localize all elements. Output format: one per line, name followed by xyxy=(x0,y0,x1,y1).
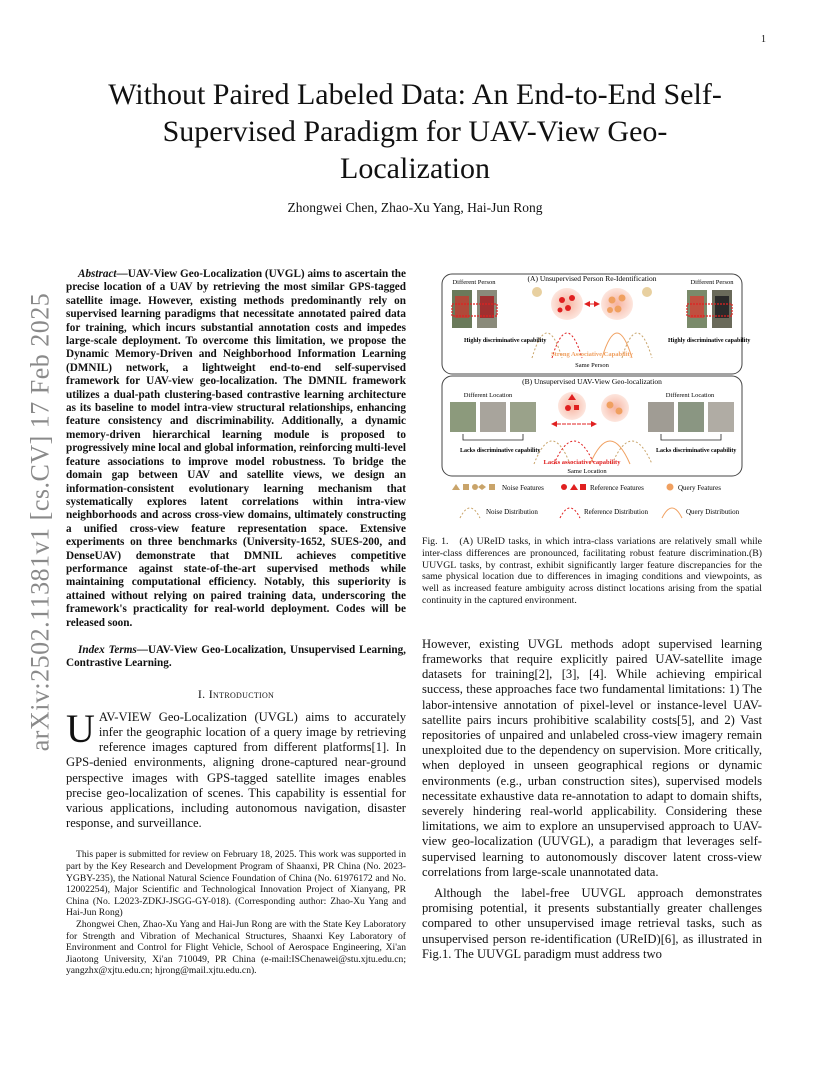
arxiv-id: arXiv:2502.11381v1 [cs.CV] 17 Feb 2025 xyxy=(25,292,54,752)
strong-associative: Strong Associative Capability xyxy=(551,351,633,358)
section-title: Introduction xyxy=(208,686,275,701)
satellite-photo xyxy=(708,402,734,432)
query-cluster xyxy=(601,288,633,320)
legend-noise-distribution: Noise Distribution xyxy=(486,508,538,516)
different-person-right: Different Person xyxy=(690,279,734,286)
section-number: I. xyxy=(197,686,206,701)
page-number: 1 xyxy=(761,34,766,45)
reference-feature-icon xyxy=(561,484,567,490)
panel-b-title: (B) Unsupervised UAV-View Geo-localization xyxy=(522,377,662,386)
satellite-photo xyxy=(678,402,704,432)
different-location-right: Different Location xyxy=(665,392,715,399)
query-distribution-icon xyxy=(662,508,682,518)
index-terms xyxy=(66,644,406,671)
figure-1 xyxy=(422,268,762,526)
legend-noise-features: Noise Features xyxy=(502,484,544,492)
intro-paragraph xyxy=(66,705,406,832)
caption-text: (A) UReID tasks, in which intra-class variations are relatively small while inter-class differences are pronounced, facilitating robust feature discrimination.(B) UUVGL tasks, by contrast, exhibit significantly larger feature discrepancies for the same physical location due to differences in imaging conditions and viewpoints, as well as increased feature ambiguity across distinct locations arising from the spatial continuity in the captured environment. xyxy=(422,536,762,606)
right-column xyxy=(422,268,762,962)
lacks-associative: Lacks associative capability xyxy=(543,459,621,466)
legend-query-distribution: Query Distribution xyxy=(686,508,740,516)
right-paragraph-1: However, existing UVGL methods adopt supervised learning frameworks that require explicitly paired UAV-satellite image datasets for training[2], [3], [4]. While achieving empirical success, these approaches face two fundamental limitations: 1) The labor-intensive annotation of pixel-level or instance-level UAV-satellite pairs incurs prohibitive scalability costs[5], and 2) Vast repositories of unpaired and unlabeled cross-view imagery remain unexploited due to the dependency on supervision. More critically, when deployed in unseen geographical regions or dynamic environments (e.g., urban construction sites), supervised models necessitate exhaustive data re-annotation to adapt to domain shifts, severely hindering real-world applicability. Considering these limitations, we aim to explore an unsupervised approach to UAV-view geo-localization (UUVGL), a paradigm that leverages self-supervised learning to autonomously discover latent cross-view correlations from large-scale unannotated data. xyxy=(422,636,762,879)
index-terms-label: Index Terms xyxy=(78,643,137,656)
left-column xyxy=(66,268,406,977)
caption-label: Fig. 1. xyxy=(422,536,449,547)
legend-reference-distribution: Reference Distribution xyxy=(584,508,648,516)
figure-1-graphic xyxy=(422,268,762,526)
reference-cluster xyxy=(551,288,583,320)
different-person-left: Different Person xyxy=(452,279,496,286)
intro-text: AV-VIEW Geo-Localization (UVGL) aims to accurately infer the geographic location of a query image by retrieving reference images captured from different platforms[1]. In GPS-denied environments, aligning drone-captured near-ground perspective images with GPS-tagged satellite images enables precise geo-localization of scenes. This capability is essential for various applications, including autonomous navigation, disaster response, and surveillance. xyxy=(66,709,406,831)
lacks-discriminative-right: Lacks discriminative capability xyxy=(656,448,737,454)
panel-a-title: (A) Unsupervised Person Re-Identification xyxy=(527,274,657,283)
figure-caption xyxy=(422,536,762,607)
satellite-photo xyxy=(648,402,674,432)
authors: Zhongwei Chen, Zhao-Xu Yang, Hai-Jun Rong xyxy=(287,200,543,215)
noise-feature-icon xyxy=(452,484,460,490)
index-terms-text: —UAV-View Geo-Localization, Unsupervised Learning, Contrastive Learning. xyxy=(66,643,406,670)
same-person: Same Person xyxy=(575,362,609,369)
satellite-photo xyxy=(450,402,476,432)
lacks-discriminative-left: Lacks discriminative capability xyxy=(460,448,541,454)
query-cluster xyxy=(601,394,629,422)
right-paragraph-2: Although the label-free UUVGL approach demonstrates promising potential, it presents substantially greater challenges compared to other unsupervised image retrieval tasks, such as unsupervised person re-identification (UReID)[6], as illustrated in Fig.1. The UUVGL paradigm must address two xyxy=(422,886,762,961)
arxiv-watermark xyxy=(20,287,60,757)
legend-query-features: Query Features xyxy=(678,484,721,492)
satellite-photo xyxy=(480,402,506,432)
satellite-photo xyxy=(510,402,536,432)
footnote-funding: This paper is submitted for review on February 18, 2025. This work was supported in part by the Key Research and Development Program of Shaanxi, PR China (No. 2023-YGBY-235), the National Natural Science Foundation of China (No. 61976172 and No. 12002254), Major Scientific and Technological Innovation Project of Xianyang, PR China (No. L2023-ZDKJ-JSGG-GY-018). (Corresponding author: Zhao-Xu Yang and Hai-Jun Rong) xyxy=(66,849,406,919)
abstract-text: —UAV-View Geo-Localization (UVGL) aims to ascertain the precise location of a UAV by retrieving the most similar GPS-tagged satellite image. However, existing methods predominantly rely on supervised learning paradigms that necessitate annotated paired data for training, which incurs substantial annotation costs and impedes large-scale deployment. To overcome this limitation, we propose the Dynamic Memory-Driven and Neighborhood Information Learning (DMNIL) network, a lightweight end-to-end self-supervised framework for UAV-view geo-localization. The DMNIL framework utilizes a dual-path clustering-based contrastive learning architecture as its baseline to model intra-view structural relationships, enhancing feature consistency and discriminability. Additionally, a dynamic memory-driven hierarchical learning module is proposed to progressively mine local and global information, reinforcing multi-level feature associations to improve model robustness. To bridge the domain gap between UAV and satellite views, we design an information-consistent evolutionary learning mechanism that systematically explores latent correlations within intra-view neighborhoods and across cross-view domains, ultimately constructing a unified cross-view feature representation space. Extensive experiments on three benchmarks (University-1652, SUES-200, and DenseUAV) demonstrate that DMNIL achieves competitive performance against state-of-the-art supervised methods while maintaining computational efficiency. Notably, this superiority is attained without relying on paired training data, underscoring the framework's practicality for real-world deployment. Codes will be released soon. xyxy=(66,268,406,629)
highly-discriminative-right: Highly discriminative capability xyxy=(668,338,751,344)
legend-reference-features: Reference Features xyxy=(590,484,644,492)
query-feature-icon xyxy=(667,484,674,491)
dropcap: U xyxy=(66,705,95,751)
same-location: Same Location xyxy=(567,468,607,475)
paper-title: Without Paired Labeled Data: An End-to-End Self-Supervised Paradigm for UAV-View Geo-Localization xyxy=(108,78,722,185)
reference-distribution-icon xyxy=(560,508,580,518)
section-heading xyxy=(66,687,406,702)
different-location-left: Different Location xyxy=(463,392,513,399)
noise-distribution-icon xyxy=(460,508,480,518)
highly-discriminative-left: Highly discriminative capability xyxy=(464,338,547,344)
footnote-affiliation: Zhongwei Chen, Zhao-Xu Yang and Hai-Jun Rong are with the State Key Laboratory for Strength and Vibration of Mechanical Structures, Shaanxi Key Laboratory of Environment and Control for Flight Vehicle, School of Aerospace Engineering, Xi'an Jiaotong University, Xi'an 710049, PR China (e-mail:ISChenawei@stu.xjtu.edu.cn; yangzhx@xjtu.edu.cn; hjrong@mail.xjtu.edu.cn). xyxy=(66,918,406,977)
abstract-label: Abstract xyxy=(78,268,117,280)
abstract xyxy=(66,268,406,630)
